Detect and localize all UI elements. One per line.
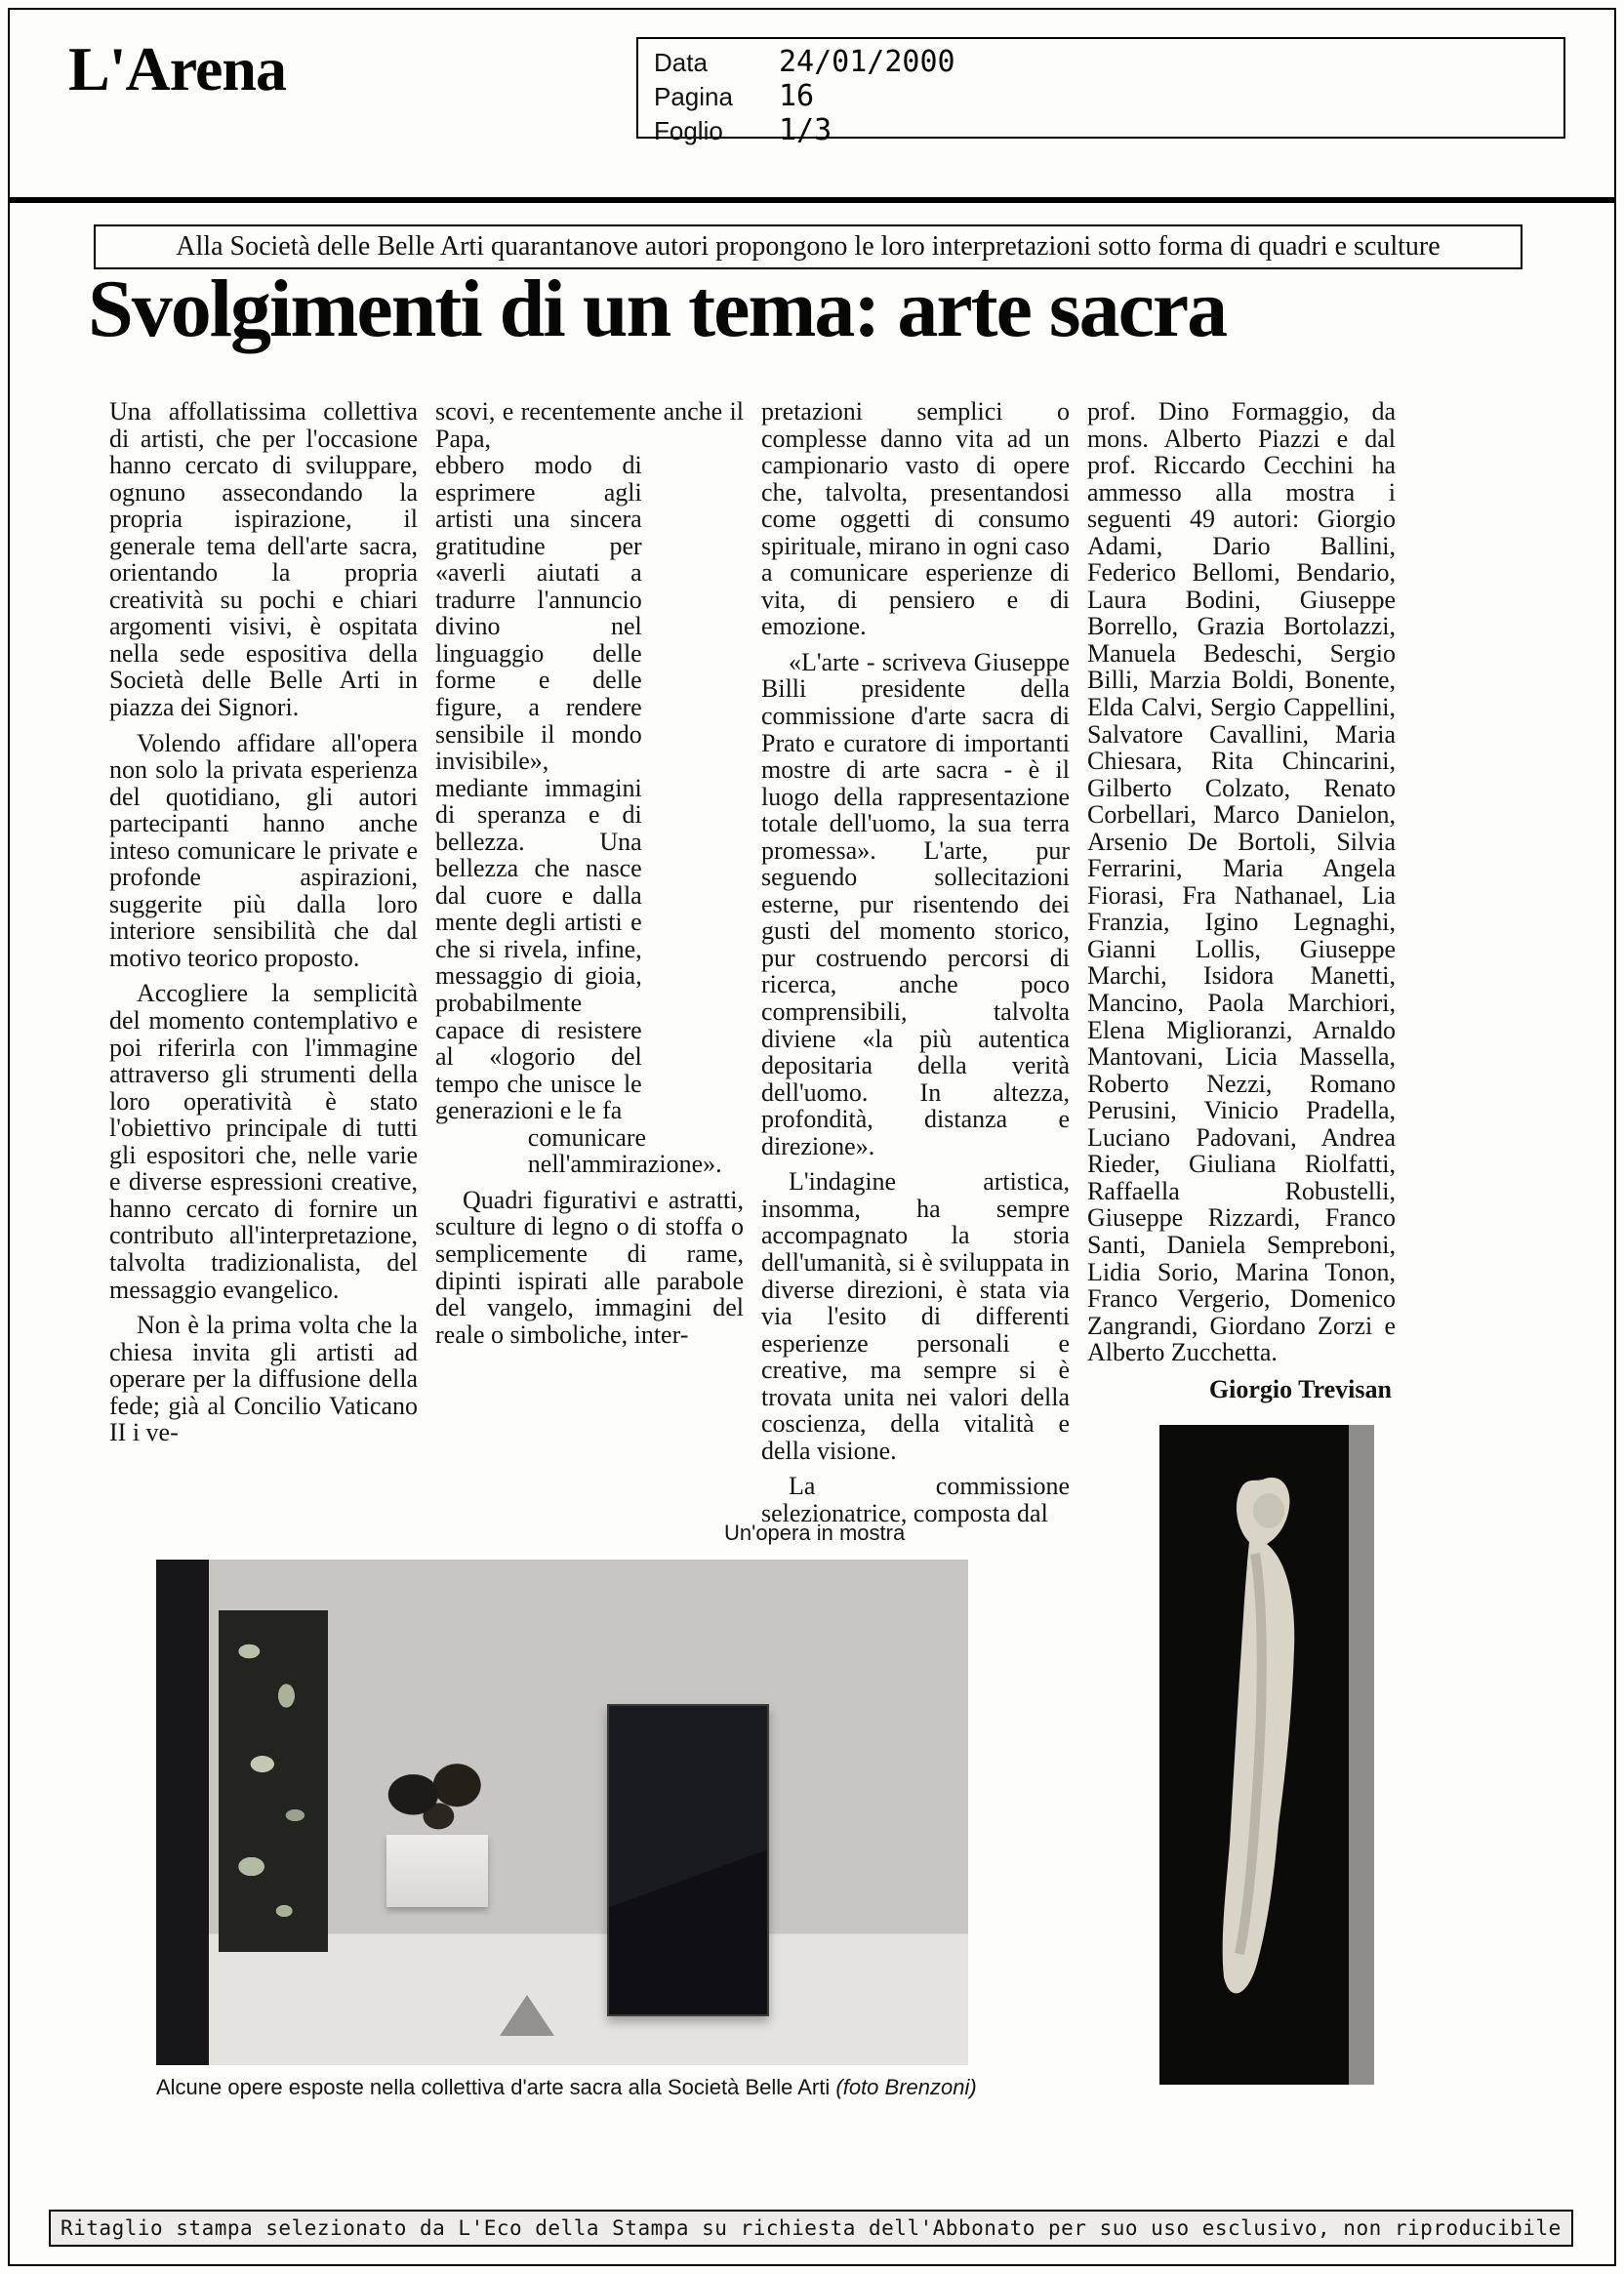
column-4: [1087, 398, 1396, 1535]
meta-row-data: [654, 45, 1548, 79]
meta-value-data: 24/01/2000: [779, 45, 955, 79]
paragraph: Accogliere la semplicità del momento contemplativo e poi riferirla con l'immagine attraverso gli strumenti della loro operatività è stato l'obiettivo principale di tutti gli espositori che, nelle varie e diverse espressioni creative, hanno cercato di fornire un contributo all'interpretazione, talvolta tradizionalista, del messaggio evangelico.: [109, 979, 418, 1304]
meta-label-data: Data: [654, 48, 708, 77]
meta-row-foglio: [654, 113, 1548, 147]
small-sculpture: [379, 1743, 494, 1837]
sculpture-pedestal: [386, 1835, 488, 1907]
footer-notice-text: Ritaglio stampa selezionato da L'Eco della Stampa su richiesta dell'Abbonato per suo uso esclusivo, non riproducibile: [61, 2216, 1562, 2240]
photo-label: Un'opera in mostra: [724, 1521, 906, 1545]
header-divider-rule: [10, 197, 1614, 203]
paragraph: «L'arte - scriveva Giuseppe Billi presidente della commissione d'arte sacra di Prato e curatore di importanti mostre di arte sacra - è il luogo della rappresentazione totale dell'uomo, la sua terra promessa». L'arte, pur seguendo sollecitazioni esterne, pur risentendo dei gusti del momento storico, pur costruendo percorsi di ricerca, anche poco comprensibili, talvolta diviene «la più autentica depositaria della verità dell'uomo. In altezza, profondità, distanza e direzione».: [761, 647, 1070, 1160]
abstract-painting: [219, 1610, 328, 1952]
column-3: [761, 398, 1070, 1535]
paragraph: Volendo affidare all'opera non solo la privata esperienza del quotidiano, gli autori partecipanti hanno anche inteso comunicare le private e profonde aspirazioni, suggerite più dalla loro interiore sensibilità che dal motivo teorico proposto.: [109, 728, 418, 972]
photo-caption-text: Alcune opere esposte nella collettiva d'arte sacra alla Società Belle Arti: [156, 2075, 831, 2099]
newspaper-logo: L'Arena: [68, 34, 286, 103]
meta-value-pagina: 16: [779, 79, 815, 113]
meta-label-pagina: Pagina: [654, 82, 733, 111]
gallery-wall-edge: [1349, 1425, 1374, 2085]
paragraph: Non è la prima volta che la chiesa invita gli artisti ad operare per la diffusione della fede; già al Concilio Vaticano II i ve-: [109, 1311, 418, 1447]
photo-credit: (foto Brenzoni): [835, 2075, 977, 2099]
meta-value-foglio: 1/3: [779, 113, 832, 147]
article-body: [109, 398, 1396, 1535]
footer-notice: [49, 2210, 1573, 2247]
headline: Svolgimenti di un tema: arte sacra: [88, 264, 1227, 354]
meta-row-pagina: [654, 79, 1548, 113]
paragraph: Quadri figurativi e astratti, sculture di legno o di stoffa o semplicemente di rame, dipinti ispirati alle parabole del vangelo, immagini del reale o simboliche, inter-: [435, 1185, 744, 1349]
paragraph-narrow-measure: ebbero modo di esprimere agli artisti una sincera gratitudine per «averli aiutati a tradurre l'annuncio divino nel linguaggio delle forme e delle figure, a rendere sensibile il mondo invisibile», mediante immagini di speranza e di bellezza. Una bellezza che nasce dal cuore e dalla mente degli artisti e che si rivela, infine, messaggio di gioia, probabilmente capace di resistere al «logorio del tempo che unisce le generazioni e le fa: [435, 451, 642, 1125]
paragraph: La commissione selezionatrice, composta dal: [761, 1472, 1070, 1527]
floor-cone-sculpture: [500, 1995, 554, 2036]
dark-canvas-painting: [607, 1704, 769, 2016]
byline: Giorgio Trevisan: [1208, 1374, 1392, 1403]
paragraph: L'indagine artistica, insomma, ha sempre accompagnato la storia dell'umanità, si è sviluppata in diverse direzioni, è stata via via l'esito di differenti esperienze personali e creative, ma sempre si è trovata unita nei valori della coscienza, della vitalità e della visione.: [761, 1167, 1070, 1465]
paragraph: scovi, e recentemente anche il Papa,: [435, 397, 744, 453]
exhibition-photo: [156, 1560, 968, 2065]
sculpture-photo: [1159, 1425, 1374, 2085]
dark-wall-strip: [156, 1560, 209, 2065]
photo-caption: [156, 2075, 1113, 2100]
column-1: [109, 398, 418, 1535]
kicker-text: Alla Società delle Belle Arti quarantanove autori propongono le loro interpretazioni sotto forma di quadri e sculture: [176, 231, 1441, 262]
clipping-meta-box: [636, 37, 1565, 147]
crucifix-figure-icon: [1187, 1466, 1347, 2032]
paragraph: Una affollatissima collettiva di artisti, che per l'occasione hanno cercato di sviluppare, ognuno assecondando la propria ispirazione, il generale tema dell'arte sacra, orientando la propria creatività su pochi e chiari argomenti visivi, è ospitata nella sede espositiva della Società delle Belle Arti in piazza dei Signori.: [109, 397, 418, 722]
paragraph: prof. Dino Formaggio, da mons. Alberto Piazzi e dal prof. Riccardo Cecchini ha ammesso alla mostra i seguenti 49 autori: Giorgio Adami, Dario Ballini, Federico Bellomi, Bendario, Laura Bodini, Giuseppe Borrello, Grazia Bortolazzi, Manuela Bedeschi, Sergio Billi, Marzia Boldi, Bonente, Elda Calvi, Sergio Cappellini, Salvatore Cavallini, Maria Chiesara, Rita Chincarini, Gilberto Colzato, Renato Corbellari, Marco Danielon, Arsenio De Bortoli, Silvia Ferrarini, Maria Angela Fiorasi, Fra Nathanael, Lia Franzia, Igino Legnaghi, Gianni Lollis, Giuseppe Marchi, Isidora Manetti, Mancino, Paola Marchiori, Elena Miglioranzi, Arnaldo Mantovani, Licia Massella, Roberto Nezzi, Romano Perusini, Vinicio Pradella, Luciano Padovani, Andrea Rieder, Giuliana Riolfatti, Raffaella Robustelli, Giuseppe Rizzardi, Franco Santi, Daniela Sempreboni, Lidia Sorio, Marina Tonon, Franco Vergerio, Domenico Zangrandi, Giordano Zorzi e Alberto Zucchetta.: [1087, 397, 1396, 1367]
paragraph: pretazioni semplici o complesse danno vita ad un campionario vasto di opere che, talvolta, presentandosi come oggetti di consumo spirituale, mirano in ogni caso a comunicare esperienze di vita, di pensiero e di emozione.: [761, 397, 1070, 641]
meta-label-foglio: Foglio: [654, 116, 723, 145]
column-2: [435, 398, 744, 1535]
paragraph-runaround: comunicare nell'ammirazione».: [527, 1122, 722, 1179]
